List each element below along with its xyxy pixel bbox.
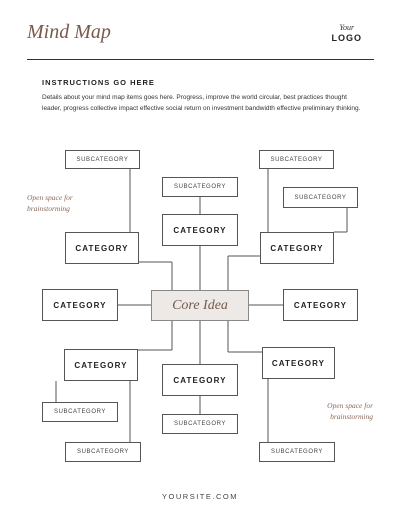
subcategory-box[interactable]: SUBCATEGORY	[42, 402, 118, 422]
subcategory-box[interactable]: SUBCATEGORY	[162, 414, 238, 434]
category-box[interactable]: CATEGORY	[262, 347, 335, 379]
category-box[interactable]: CATEGORY	[283, 289, 358, 321]
subcategory-box[interactable]: SUBCATEGORY	[259, 150, 334, 169]
subcategory-box[interactable]: SUBCATEGORY	[283, 187, 358, 208]
footer-website: YOURSITE.COM	[162, 492, 238, 501]
category-box[interactable]: CATEGORY	[64, 349, 138, 381]
logo-line-2: LOGO	[331, 33, 362, 43]
instructions-body: Details about your mind map items goes here. Progress, improve the world circular, best practices thought leader, progress collective impact effective social return on investment bandwidth effective preliminary thinking.	[42, 94, 361, 112]
category-box[interactable]: CATEGORY	[65, 232, 139, 264]
category-box[interactable]: CATEGORY	[260, 232, 334, 264]
brainstorm-note-left: Open space for brainstorming	[27, 193, 73, 213]
subcategory-box[interactable]: SUBCATEGORY	[65, 150, 140, 169]
subcategory-box[interactable]: SUBCATEGORY	[65, 442, 141, 462]
page-title: Mind Map	[27, 21, 111, 43]
category-box[interactable]: CATEGORY	[162, 364, 238, 396]
category-box[interactable]: CATEGORY	[162, 214, 238, 246]
subcategory-box[interactable]: SUBCATEGORY	[259, 442, 335, 462]
brainstorm-note-right: Open space for brainstorming	[327, 401, 373, 421]
logo-line-1: Your	[339, 23, 355, 32]
subcategory-box[interactable]: SUBCATEGORY	[162, 177, 238, 197]
instructions-heading: INSTRUCTIONS GO HERE	[42, 78, 155, 87]
core-idea-box[interactable]: Core Idea	[151, 290, 249, 321]
category-box[interactable]: CATEGORY	[42, 289, 118, 321]
